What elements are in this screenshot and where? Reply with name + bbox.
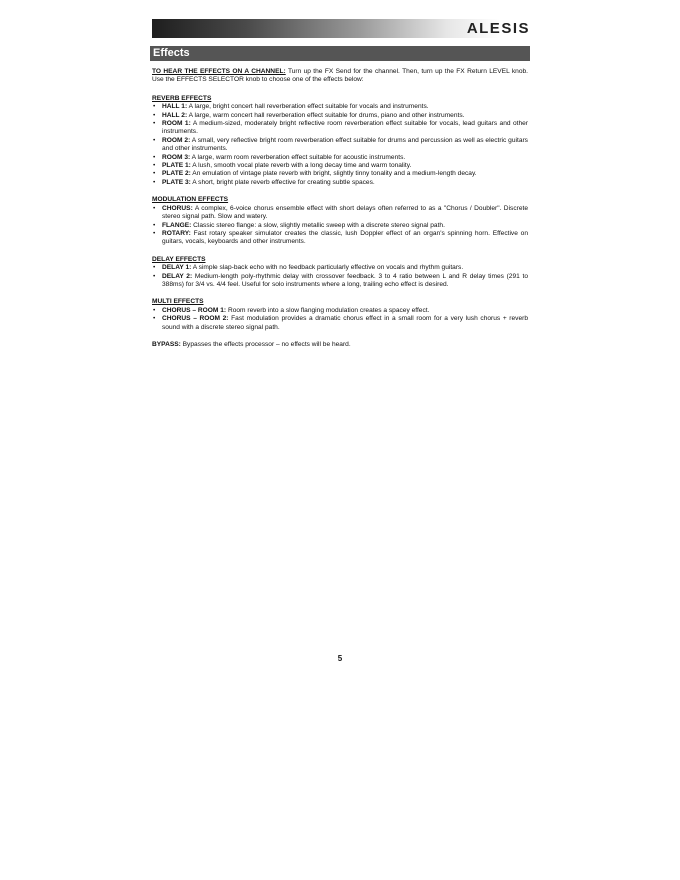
effect-description: Medium-length poly-rhythmic delay with crossover feedback. 3 to 4 ratio between L and R delay times (291 to 388ms) for 3/4 vs. 4/4 feel. Useful for solo instruments where a long, trailing echo effect is desired. (162, 272, 528, 288)
effects-list (152, 307, 528, 332)
alesis-logo: ALESIS (466, 20, 530, 37)
effects-list (152, 205, 528, 247)
section-title: Effects (153, 47, 190, 59)
effects-group (152, 256, 528, 290)
effect-description: A small, very reflective bright room reverberation effect suitable for drums and percussion as well as electric guitars and other instruments. (162, 136, 528, 153)
effect-description: A large, bright concert hall reverberation effect suitable for vocals and instruments. (187, 103, 429, 111)
effect-description: A large, warm room reverberation effect suitable for acoustic instruments. (190, 153, 406, 161)
effect-description: A lush, smooth vocal plate reverb with a long decay time and warm tonality. (190, 162, 412, 170)
effect-item (152, 120, 528, 137)
effects-list (152, 103, 528, 187)
group-title: DELAY EFFECTS (152, 255, 206, 263)
effect-name: HALL 2: (162, 111, 188, 119)
effect-item (152, 179, 528, 187)
effect-name: PLATE 3: (162, 178, 191, 186)
header-gradient-bar (152, 19, 530, 38)
effect-name: CHORUS – ROOM 1: (162, 306, 227, 314)
effect-description: Fast modulation provides a dramatic chorus effect in a small room for a very lush chorus + reverb sound with a discrete stereo signal path. (162, 315, 528, 331)
effect-description: A medium-sized, moderately bright reflective room reverberation effect suitable for vocals, lead guitars and other instruments. (162, 120, 528, 136)
intro-paragraph (152, 68, 528, 85)
effect-description: A complex, 6-voice chorus ensemble effect with short delays often referred to as a "Chorus / Doubler". Discrete stereo signal path. Slow and watery. (162, 204, 528, 221)
group-title: MODULATION EFFECTS (152, 196, 229, 204)
group-title: REVERB EFFECTS (152, 94, 212, 102)
bypass-paragraph (152, 341, 528, 349)
effects-groups (152, 95, 528, 332)
effect-item (152, 162, 528, 170)
effect-name: PLATE 1: (162, 162, 191, 170)
effect-description: Fast rotary speaker simulator creates the classic, lush Doppler effect of an organ's spinning horn. Effective on guitars, vocals, keyboards and other instruments. (162, 229, 528, 246)
effect-item (152, 205, 528, 222)
effects-group (152, 95, 528, 187)
document-body (152, 68, 528, 349)
effect-name: DELAY 1: (162, 264, 192, 272)
effect-name: ROOM 1: (162, 120, 191, 128)
effect-name: CHORUS – ROOM 2: (162, 315, 229, 323)
effect-name: HALL 1: (162, 103, 188, 111)
effect-item (152, 154, 528, 162)
intro-text: Turn up the FX Send for the channel. Then, turn up the FX Return LEVEL knob. Use the EFFECTS SELECTOR knob to choose one of the effects below: (152, 68, 528, 84)
page-number: 5 (337, 654, 343, 663)
effects-group (152, 196, 528, 246)
effect-name: FLANGE: (162, 221, 192, 229)
effect-description: A short, bright plate reverb effective for creating subtle spaces. (190, 178, 375, 186)
effect-description: Room reverb into a slow flanging modulation creates a spacey effect. (226, 306, 430, 314)
effect-name: ROOM 2: (162, 136, 191, 144)
effects-list (152, 264, 528, 289)
bypass-label: BYPASS: (152, 340, 181, 348)
effect-item (152, 112, 528, 120)
effect-description: A simple slap-back echo with no feedback particularly effective on vocals and rhythm guitars. (191, 264, 464, 272)
effect-name: DELAY 2: (162, 272, 193, 280)
effect-item (152, 264, 528, 272)
effect-name: ROTARY: (162, 229, 191, 237)
effect-item (152, 230, 528, 247)
effect-description: An emulation of vintage plate reverb with bright, slightly tinny tonality and a medium-length decay. (190, 170, 477, 178)
effect-item (152, 137, 528, 154)
effect-item (152, 103, 528, 111)
effect-name: ROOM 3: (162, 153, 191, 161)
effect-description: A large, warm concert hall reverberation effect suitable for drums, piano and other instruments. (187, 111, 465, 119)
effect-item (152, 307, 528, 315)
effect-item (152, 315, 528, 332)
intro-lead: TO HEAR THE EFFECTS ON A CHANNEL: (152, 68, 286, 75)
effect-description: Classic stereo flange: a slow, slightly metallic sweep with a discrete stereo signal path. (191, 221, 445, 229)
effect-name: CHORUS: (162, 204, 193, 212)
effect-item (152, 273, 528, 290)
bypass-text: Bypasses the effects processor – no effects will be heard. (180, 340, 351, 348)
effect-item (152, 222, 528, 230)
effect-name: PLATE 2: (162, 170, 191, 178)
effect-item (152, 170, 528, 178)
group-title: MULTI EFFECTS (152, 298, 204, 306)
effects-group (152, 298, 528, 332)
section-header-bar (150, 46, 530, 61)
